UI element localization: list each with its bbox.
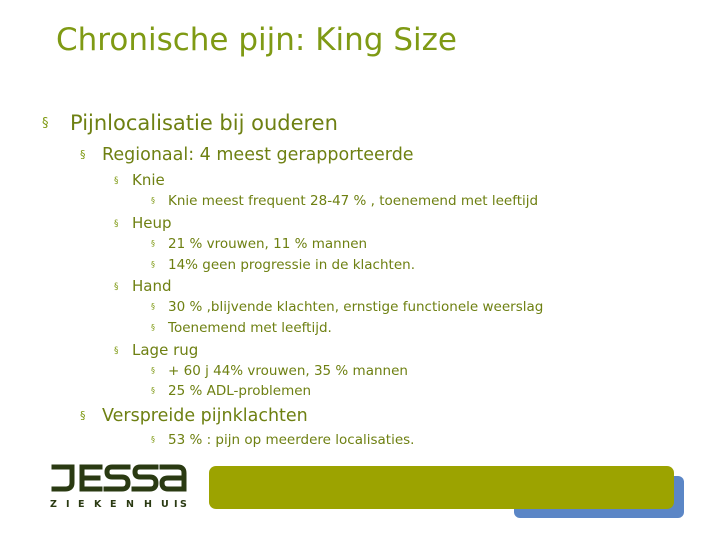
- bullet-text: + 60 j 44% vrouwen, 35 % mannen: [168, 363, 408, 379]
- bullet-marker: §: [151, 366, 155, 375]
- bullet-text: Lage rug: [132, 341, 199, 359]
- bullet-item: [151, 363, 408, 379]
- bullet-marker: §: [151, 260, 155, 269]
- jessa-logo: [48, 462, 188, 512]
- bullet-text: Knie: [132, 171, 165, 189]
- svg-text:H: H: [144, 499, 152, 510]
- bullet-item: [151, 320, 332, 336]
- bullet-marker: §: [151, 196, 155, 205]
- bullet-text: 21 % vrouwen, 11 % mannen: [168, 236, 368, 252]
- bullet-item: [151, 236, 367, 252]
- slide-title: Chronische pijn: King Size: [56, 22, 457, 58]
- bullet-item: [151, 193, 538, 209]
- bullet-text: 25 % ADL-problemen: [168, 383, 312, 399]
- bullet-text: Verspreide pijnklachten: [102, 406, 308, 426]
- svg-text:E: E: [78, 499, 85, 510]
- bullet-item: [151, 383, 311, 399]
- bullet-marker: §: [151, 386, 155, 395]
- bullet-marker: §: [151, 302, 155, 311]
- bullet-text: Hand: [132, 277, 172, 295]
- bullet-marker: §: [151, 323, 155, 332]
- svg-text:Z: Z: [50, 499, 57, 510]
- bullet-item: [114, 214, 172, 232]
- bullet-text: Knie meest frequent 28-47 % , toenemend met leeftijd: [168, 193, 539, 209]
- svg-text:I: I: [66, 499, 70, 510]
- bullet-item: [151, 299, 543, 315]
- bullet-marker: §: [114, 219, 119, 229]
- bullet-marker: §: [42, 116, 49, 131]
- bullet-item: [42, 111, 338, 135]
- decorative-green-bar: [209, 466, 674, 509]
- bullet-item: [114, 341, 198, 359]
- svg-text:K: K: [94, 499, 102, 510]
- bullet-marker: §: [114, 282, 119, 292]
- svg-text:I: I: [174, 499, 178, 510]
- bullet-marker: §: [151, 435, 155, 444]
- bullet-text: Pijnlocalisatie bij ouderen: [70, 111, 338, 135]
- bullet-marker: §: [114, 176, 119, 186]
- bullet-text: Heup: [132, 214, 172, 232]
- bullet-item: [80, 145, 414, 165]
- svg-text:E: E: [110, 499, 117, 510]
- bullet-item: [151, 432, 414, 448]
- bullet-text: 14% geen progressie in de klachten.: [168, 257, 415, 273]
- bullet-marker: §: [114, 346, 119, 356]
- bullet-text: 30 % ,blijvende klachten, ernstige functionele weerslag: [168, 299, 544, 315]
- svg-text:S: S: [180, 499, 187, 510]
- bullet-item: [80, 406, 308, 426]
- bullet-marker: §: [80, 409, 86, 422]
- bullet-marker: §: [80, 148, 86, 161]
- bullet-text: Toenemend met leeftijd.: [168, 320, 332, 336]
- bullet-item: [114, 277, 172, 295]
- svg-text:N: N: [126, 499, 134, 510]
- bullet-item: [114, 171, 165, 189]
- bullet-item: [151, 257, 415, 273]
- bullet-text: Regionaal: 4 meest gerapporteerde: [102, 145, 414, 165]
- bullet-text: 53 % : pijn op meerdere localisaties.: [168, 432, 415, 448]
- bullet-marker: §: [151, 239, 155, 248]
- svg-text:U: U: [161, 499, 169, 510]
